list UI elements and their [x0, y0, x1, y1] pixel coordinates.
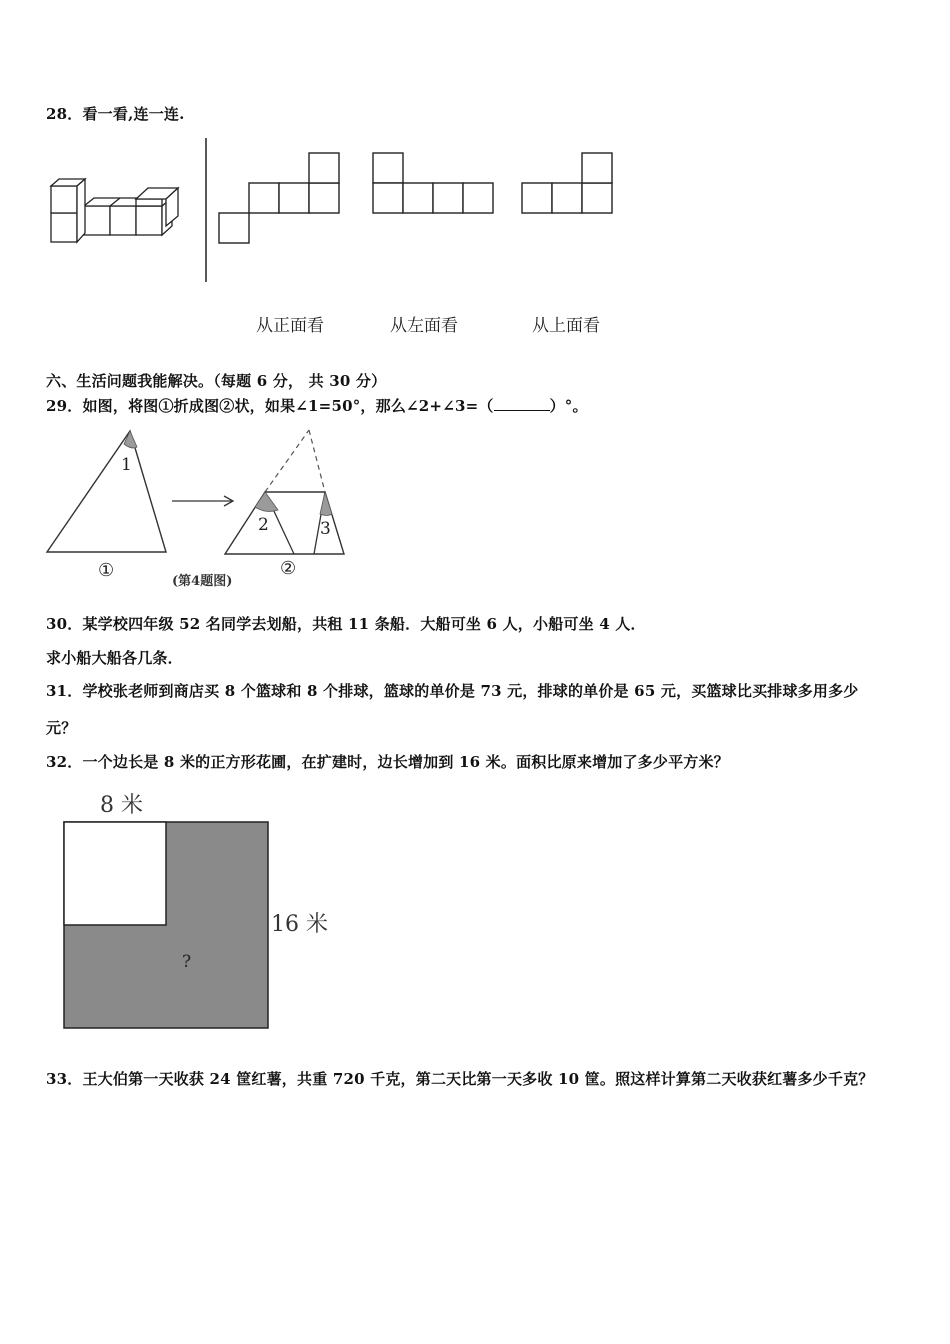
question-29-end: ）°。	[549, 397, 588, 415]
section-6-heading: 六、生活问题我能解决。（每题 6 分， 共 30 分）	[46, 372, 387, 390]
view-label-front: 从正面看	[256, 316, 324, 336]
figure-caption: (第4题图)	[172, 574, 233, 589]
unknown-area-mark: ?	[182, 952, 192, 972]
question-32: 32．一个边长是 8 米的正方形花圃，在扩建时，边长增加到 16 米。面积比原来增加了多少平方米？	[46, 753, 729, 771]
side-label-small: 8 米	[100, 793, 143, 818]
square-garden-figure	[60, 788, 340, 1034]
question-31-continued: 元？	[46, 719, 77, 737]
view-shape-2	[372, 152, 496, 214]
question-30-continued: 求小船大船各几条．	[46, 649, 183, 667]
figure-1-label: ①	[98, 560, 115, 581]
side-label-large: 16 米	[271, 912, 328, 937]
question-28: 28．看一看,连一连.	[46, 105, 185, 123]
angle-2-label: 2	[258, 515, 269, 535]
answer-blank[interactable]	[494, 398, 550, 411]
question-29	[46, 395, 588, 416]
view-shape-1	[218, 152, 340, 244]
question-30: 30．某学校四年级 52 名同学去划船，共租 11 条船．大船可坐 6 人，小船可坐 4 人．	[46, 615, 646, 633]
angle-3-label: 3	[320, 519, 331, 539]
view-shape-3	[521, 152, 615, 214]
divider-line	[204, 138, 208, 282]
view-label-left: 从左面看	[390, 316, 458, 336]
small-square	[64, 822, 166, 925]
fold-triangle-figure	[44, 428, 354, 592]
cube-stack-figure	[48, 182, 188, 248]
angle-1-label: 1	[121, 455, 132, 475]
question-33: 33．王大伯第一天收获 24 筐红薯，共重 720 千克，第二天比第一天多收 10 筐。照这样计算第二天收获红薯多少千克？	[46, 1070, 874, 1088]
figure-2-label: ②	[280, 558, 297, 579]
question-29-text: 29．如图，将图①折成图②状，如果∠1=50°，那么∠2+∠3=（	[46, 397, 494, 415]
view-label-top: 从上面看	[532, 316, 600, 336]
question-31: 31．学校张老师到商店买 8 个篮球和 8 个排球，篮球的单价是 73 元，排球的单价是 65 元，买篮球比买排球多用多少	[46, 682, 859, 700]
